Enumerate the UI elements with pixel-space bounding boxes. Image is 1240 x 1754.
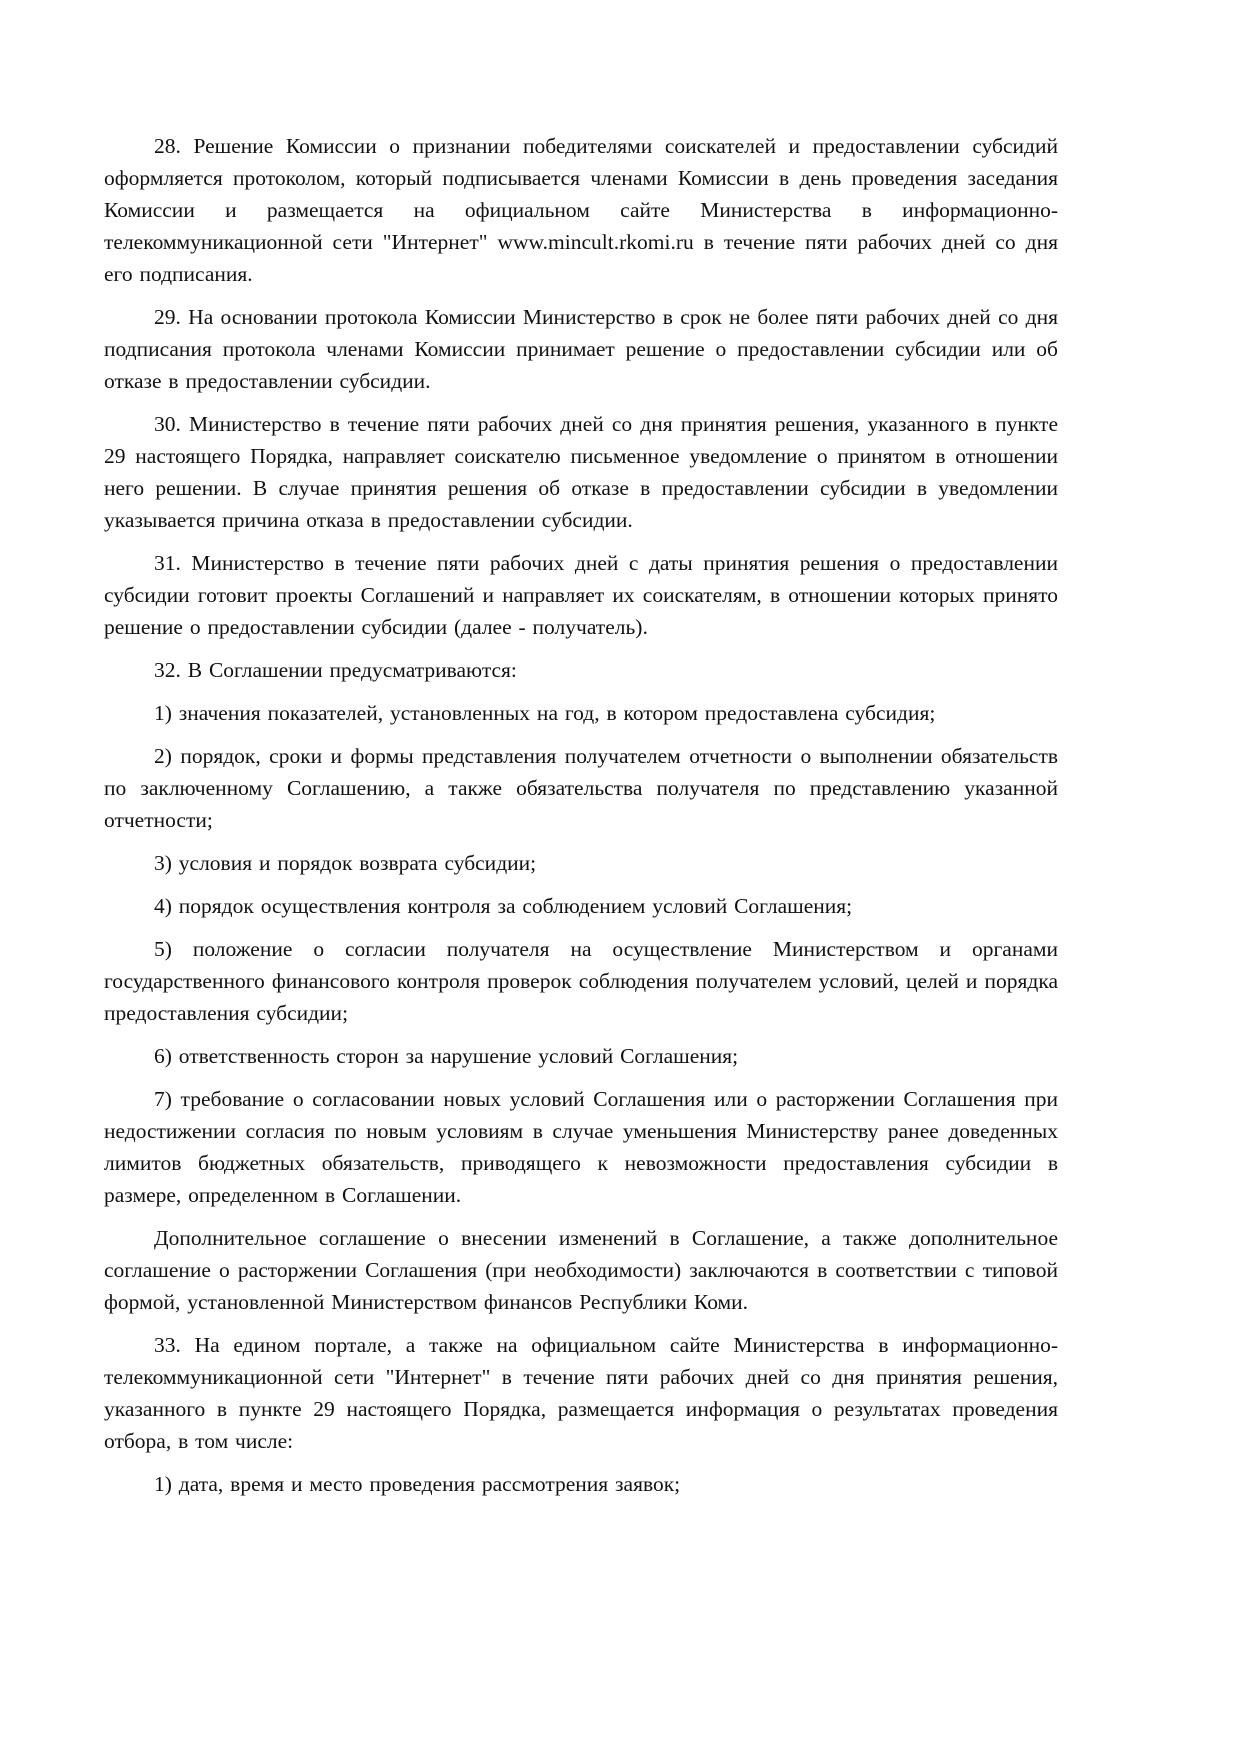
paragraph-32-item-1: 1) значения показателей, установленных на год, в котором предоставлена субсидия; [154, 701, 936, 725]
paragraph-32-item-5: 5) положение о согласии получателя на осуществление Министерством и органами государственного финансового контроля проверок соблюдения получателем условий, целей и порядка предоставления субсидии; [104, 937, 1058, 1025]
paragraph-31: 31. Министерство в течение пяти рабочих дней с даты принятия решения о предоставлении субсидии готовит проекты Соглашений и направляет их соискателям, в отношении которых принято решение о предоставлении субсидии (далее - получатель). [104, 551, 1058, 639]
paragraph-32-item-7: 7) требование о согласовании новых условий Соглашения или о расторжении Соглашения при недостижении согласия по новым условиям в случае уменьшения Министерству ранее доведенных лимитов бюджетных обязательств, приводящего к невозможности предоставления субсидии в размере, определенном в Соглашении. [104, 1087, 1058, 1207]
paragraph-32: 32. В Соглашении предусматриваются: [154, 658, 517, 682]
paragraph-32-item-2: 2) порядок, сроки и формы представления получателем отчетности о выполнении обязательств по заключенному Соглашению, а также обязательства получателя по представлению указанной отчетности; [104, 744, 1058, 832]
paragraph-32-item-6: 6) ответственность сторон за нарушение условий Соглашения; [154, 1044, 739, 1068]
document-body [104, 130, 1058, 1500]
paragraph-29: 29. На основании протокола Комиссии Министерство в срок не более пяти рабочих дней со дня подписания протокола членами Комиссии принимает решение о предоставлении субсидии или об отказе в предоставлении субсидии. [104, 305, 1058, 393]
paragraph-32-item-3: 3) условия и порядок возврата субсидии; [154, 851, 537, 875]
paragraph-32-item-4: 4) порядок осуществления контроля за соблюдением условий Соглашения; [154, 894, 853, 918]
paragraph-28: 28. Решение Комиссии о признании победителями соискателей и предоставлении субсидий оформляется протоколом, который подписывается членами Комиссии в день проведения заседания Комиссии и размещается на официальном сайте Министерства в информационно-телекоммуникационной сети "Интернет" www.mincult.rkomi.ru в течение пяти рабочих дней со дня его подписания. [104, 134, 1058, 286]
paragraph-30: 30. Министерство в течение пяти рабочих дней со дня принятия решения, указанного в пункте 29 настоящего Порядка, направляет соискателю письменное уведомление о принятом в отношении него решении. В случае принятия решения об отказе в предоставлении субсидии в уведомлении указывается причина отказа в предоставлении субсидии. [104, 412, 1058, 532]
paragraph-additional-agreement: Дополнительное соглашение о внесении изменений в Соглашение, а также дополнительное соглашение о расторжении Соглашения (при необходимости) заключаются в соответствии с типовой формой, установленной Министерством финансов Республики Коми. [104, 1226, 1058, 1314]
paragraph-33: 33. На едином портале, а также на официальном сайте Министерства в информационно-телекоммуникационной сети "Интернет" в течение пяти рабочих дней со дня принятия решения, указанного в пункте 29 настоящего Порядка, размещается информация о результатах проведения отбора, в том числе: [104, 1333, 1058, 1453]
paragraph-33-item-1: 1) дата, время и место проведения рассмотрения заявок; [154, 1472, 681, 1496]
